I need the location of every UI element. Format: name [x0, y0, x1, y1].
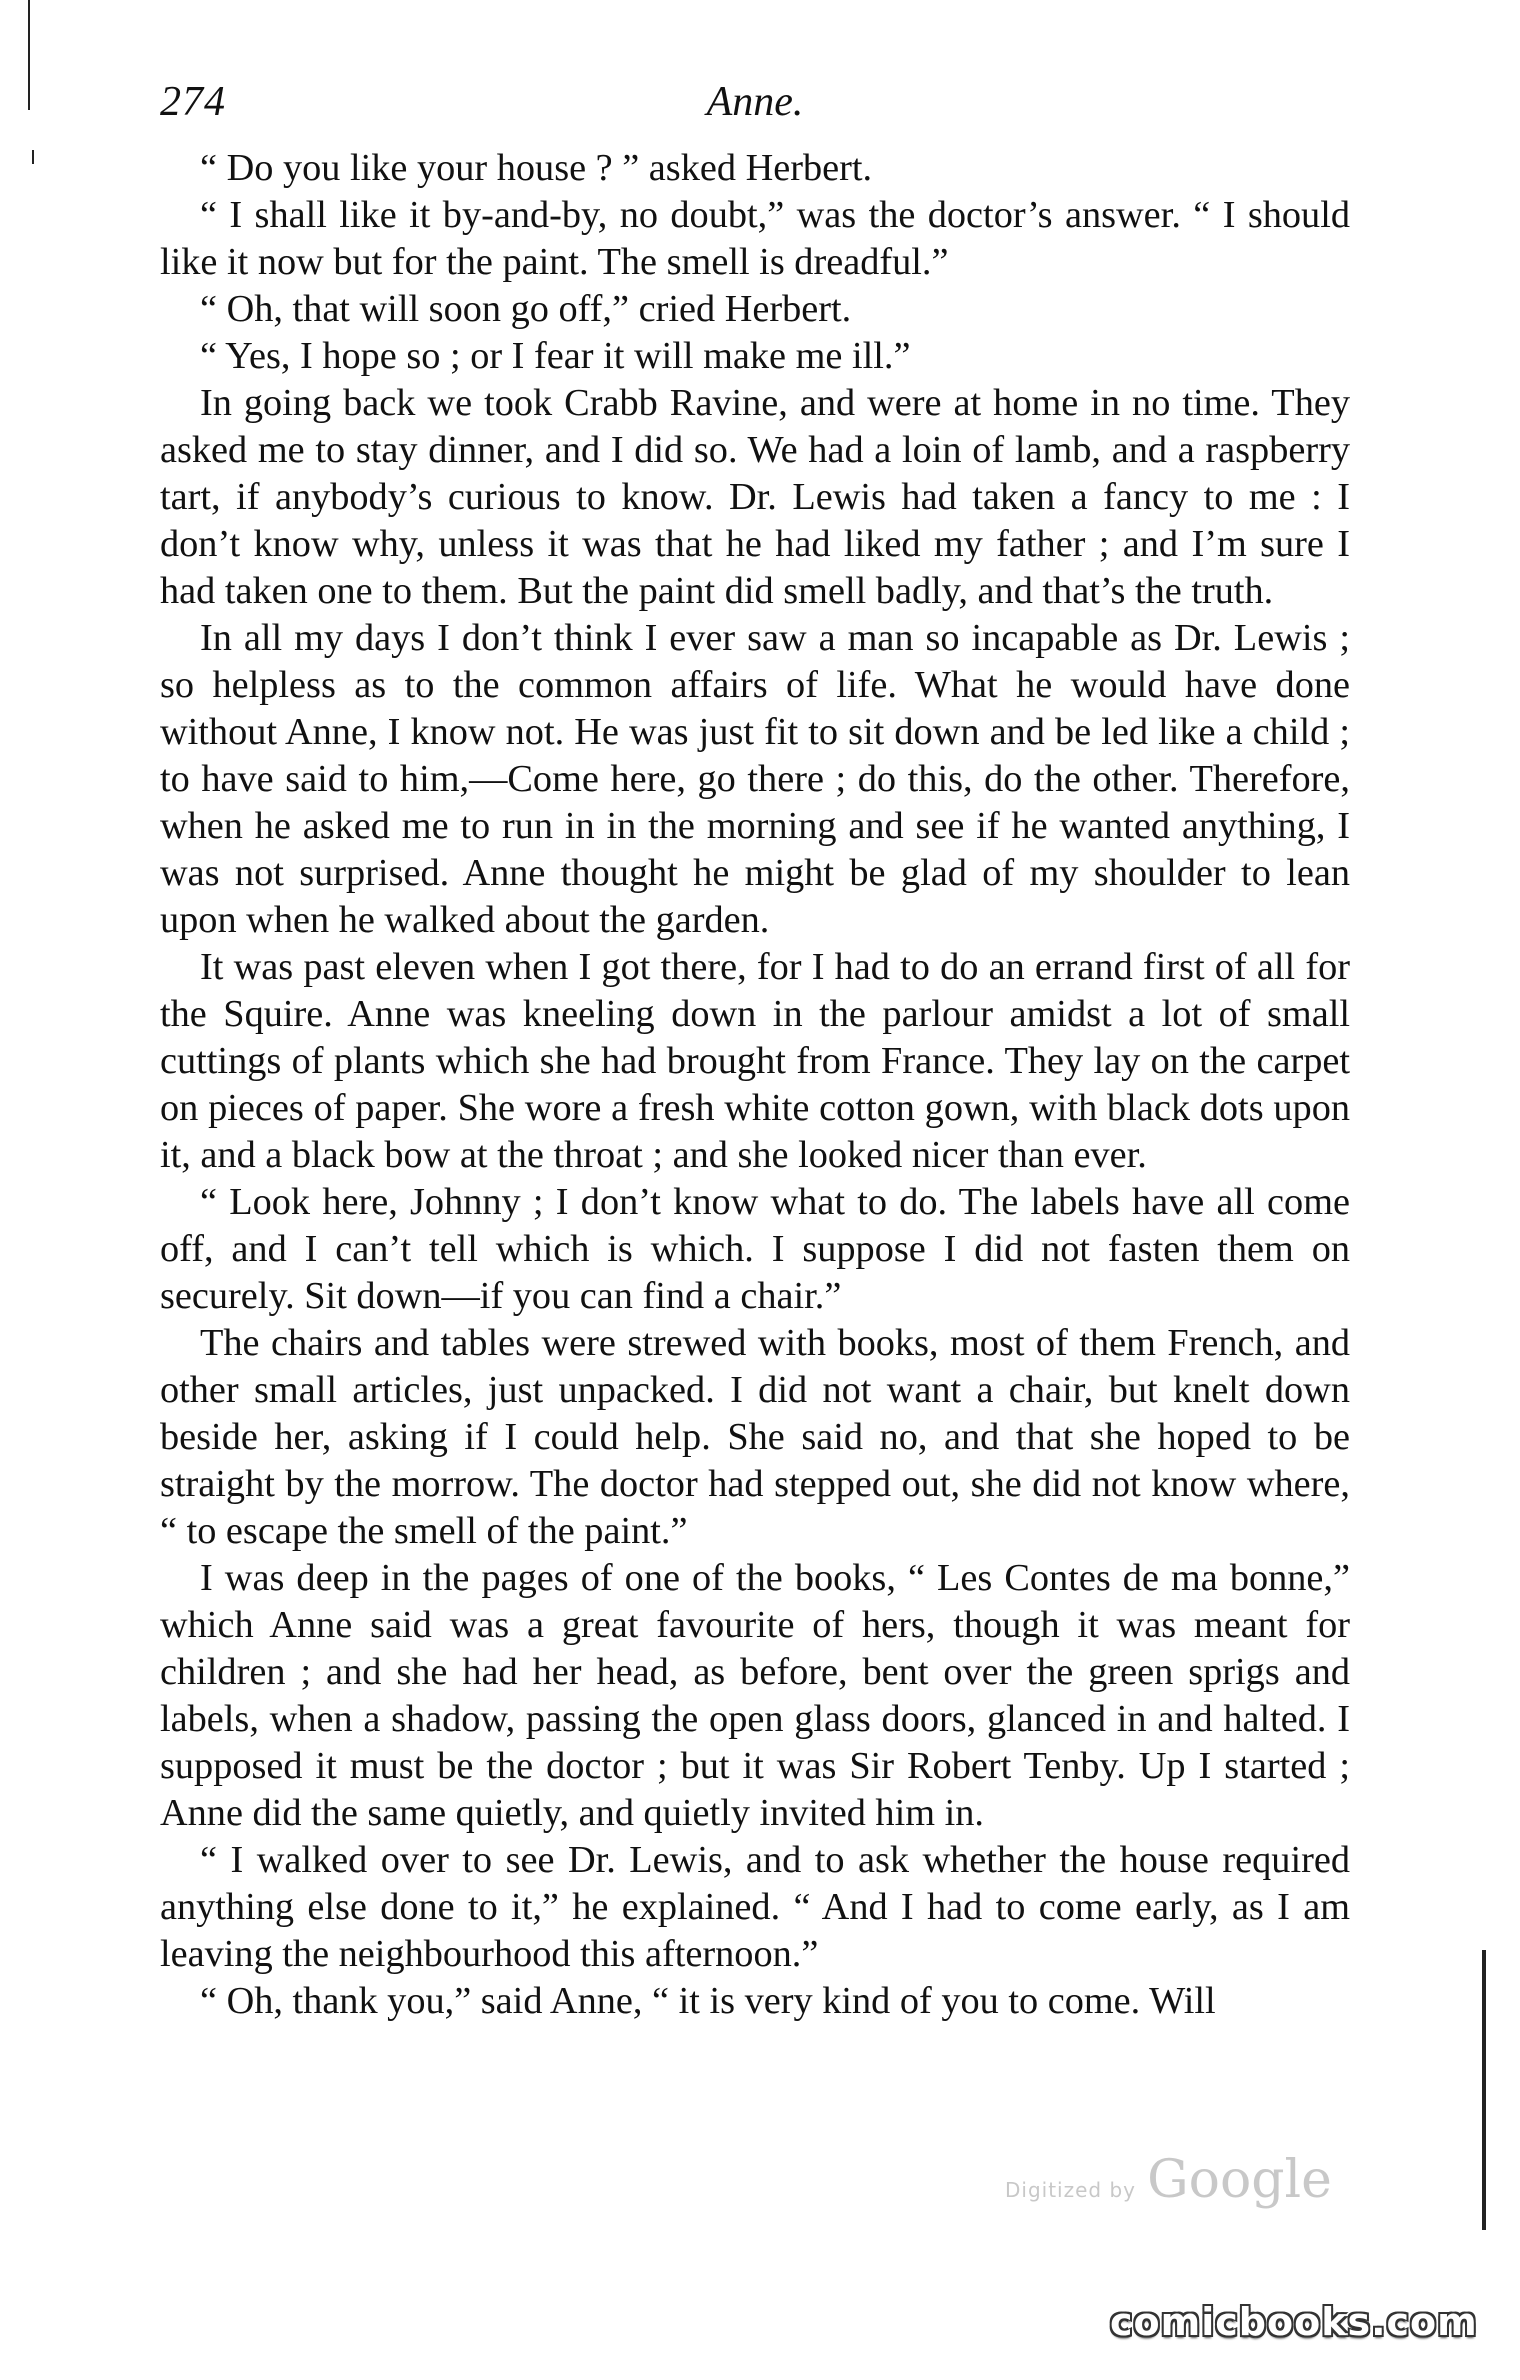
paragraph: In going back we took Crabb Ravine, and were at home in no time. They asked me to stay dinner, and I did so. We had a loin of lamb, and a raspberry tart, if anybody’s curious to know. Dr. Lewis had taken a fancy to me : I don’t know why, unless it was that he had liked my father ; and I’m sure I had taken one to them. But the paint did smell badly, and that’s the truth. [160, 382, 1350, 612]
paragraph: It was past eleven when I got there, for I had to do an errand first of all for the Squire. Anne was kneeling down in the parlour amidst a lot of small cuttings of plants which she had brought from France. They lay on the carpet on pieces of paper. She wore a fresh white cotton gown, with black dots upon it, and a black bow at the throat ; and she looked nicer than ever. [160, 946, 1350, 1176]
digitized-label: Digitized by [1005, 2178, 1136, 2202]
paragraph: I was deep in the pages of one of the books, “ Les Contes de ma bonne,” which Anne said was a great favourite of hers, though it was meant for children ; and she had her head, as before, bent over the green sprigs and labels, when a shadow, passing the open glass doors, glanced in and halted. I supposed it must be the doctor ; but it was Sir Robert Tenby. Up I started ; Anne did the same quietly, and quietly invited him in. [160, 1557, 1350, 1834]
paragraph: “ Do you like your house ? ” asked Herbert. [200, 147, 873, 189]
page-header [160, 78, 1350, 148]
paragraph: The chairs and tables were strewed with books, most of them French, and other small articles, just unpacked. I did not want a chair, but knelt down beside her, asking if I could help. She said no, and that she hoped to be straight by the morrow. The doctor had stepped out, she did not know where, “ to escape the smell of the paint.” [160, 1322, 1350, 1552]
site-watermark: comicbooks.com [1110, 2300, 1478, 2344]
page-number: 274 [160, 79, 226, 125]
paragraph: “ I walked over to see Dr. Lewis, and to ask whether the house required anything else done to it,” he explained. “ And I had to come early, as I am leaving the neighbourhood this afternoon.” [160, 1839, 1350, 1975]
page-binding-edge [1482, 1950, 1486, 2230]
scan-edge-line [28, 0, 30, 110]
paragraph: “ Oh, that will soon go off,” cried Herbert. [200, 288, 852, 330]
paragraph: In all my days I don’t think I ever saw a man so incapable as Dr. Lewis ; so helpless as to the common affairs of life. What he would have done without Anne, I know not. He was just fit to sit down and be led like a child ; to have said to him,—Come here, go there ; do this, do the other. Therefore, when he asked me to run in in the morning and see if he wanted anything, I was not surprised. Anne thought he might be glad of my shoulder to lean upon when he walked about the garden. [160, 617, 1350, 941]
paragraph: “ Yes, I hope so ; or I fear it will make me ill.” [200, 335, 911, 377]
body-text [160, 145, 1350, 2025]
google-logo: Google [1147, 2150, 1332, 2210]
running-title: Anne. [706, 79, 804, 125]
scan-edge-dot [32, 150, 34, 164]
paragraph: “ I shall like it by-and-by, no doubt,” was the doctor’s answer. “ I should like it now but for the paint. The smell is dreadful.” [160, 194, 1350, 283]
paragraph: “ Look here, Johnny ; I don’t know what to do. The labels have all come off, and I can’t tell which is which. I suppose I did not fasten them on securely. Sit down—if you can find a chair.” [160, 1181, 1350, 1317]
paragraph: “ Oh, thank you,” said Anne, “ it is very kind of you to come. Will [200, 1980, 1216, 2022]
digitized-by-google-stamp [1005, 2150, 1332, 2210]
